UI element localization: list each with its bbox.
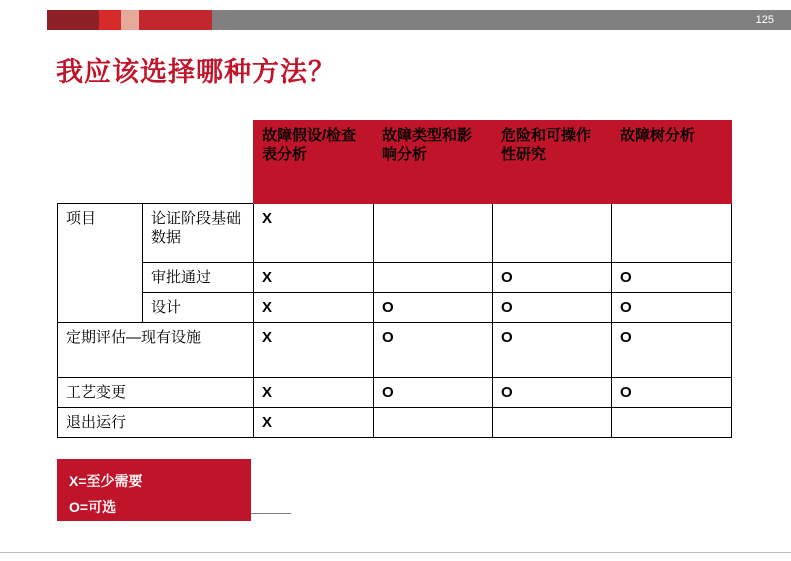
header-corner-blank <box>58 121 143 204</box>
cell-mark: O <box>612 263 732 293</box>
cell-mark <box>612 408 732 438</box>
topbar-segment-mid-red <box>139 10 212 30</box>
cell-mark <box>493 408 612 438</box>
cell-mark: X <box>254 378 374 408</box>
row-sub-label-approval: 审批通过 <box>143 263 254 293</box>
cell-mark: O <box>493 378 612 408</box>
cell-mark: O <box>612 293 732 323</box>
row-label-periodic-assessment: 定期评估—现有设施 <box>58 323 254 378</box>
cell-mark <box>493 204 612 263</box>
cell-mark: X <box>254 323 374 378</box>
header-fmea: 故障类型和影响分析 <box>374 121 493 204</box>
cell-mark: X <box>254 408 374 438</box>
table-row <box>58 323 732 378</box>
cell-mark <box>374 204 493 263</box>
topbar-segment-grey <box>212 10 791 30</box>
cell-mark: O <box>374 293 493 323</box>
cell-mark: X <box>254 293 374 323</box>
table-row <box>58 293 732 323</box>
row-label-decommission: 退出运行 <box>58 408 254 438</box>
cell-mark: O <box>493 293 612 323</box>
row-sub-label-design: 设计 <box>143 293 254 323</box>
table-header-row <box>58 121 732 204</box>
table-row <box>58 263 732 293</box>
legend-rule <box>251 513 291 514</box>
table-row <box>58 204 732 263</box>
cell-mark <box>612 204 732 263</box>
legend-line-required: X=至少需要 <box>69 473 143 489</box>
method-selection-table <box>57 120 732 438</box>
topbar-segment-light-red <box>121 10 139 30</box>
cell-mark: O <box>493 263 612 293</box>
cell-mark: O <box>374 378 493 408</box>
topbar-segment-white <box>0 10 47 30</box>
cell-mark: O <box>493 323 612 378</box>
header-corner-blank-2 <box>143 121 254 204</box>
cell-mark: X <box>254 204 374 263</box>
topbar-segment-dark-red <box>47 10 99 30</box>
cell-mark: O <box>612 323 732 378</box>
header-what-if-checklist: 故障假设/检查表分析 <box>254 121 374 204</box>
cell-mark <box>374 408 493 438</box>
table-row <box>58 378 732 408</box>
legend-box <box>57 459 251 521</box>
row-label-process-change: 工艺变更 <box>58 378 254 408</box>
page-title: 我应该选择哪种方法？ <box>56 57 336 87</box>
legend-line-optional: O=可选 <box>69 499 117 515</box>
cell-mark <box>374 263 493 293</box>
table-row <box>58 408 732 438</box>
header-hazop: 危险和可操作性研究 <box>493 121 612 204</box>
row-group-label-project: 项目 <box>58 204 143 323</box>
topbar-segment-red <box>99 10 121 30</box>
footer-divider <box>0 552 791 553</box>
header-fault-tree: 故障树分析 <box>612 121 732 204</box>
cell-mark: X <box>254 263 374 293</box>
cell-mark: O <box>612 378 732 408</box>
page-number: 125 <box>755 14 774 26</box>
row-sub-label-basic-data: 论证阶段基础数据 <box>143 204 254 263</box>
decorative-top-bar <box>0 10 791 30</box>
cell-mark: O <box>374 323 493 378</box>
